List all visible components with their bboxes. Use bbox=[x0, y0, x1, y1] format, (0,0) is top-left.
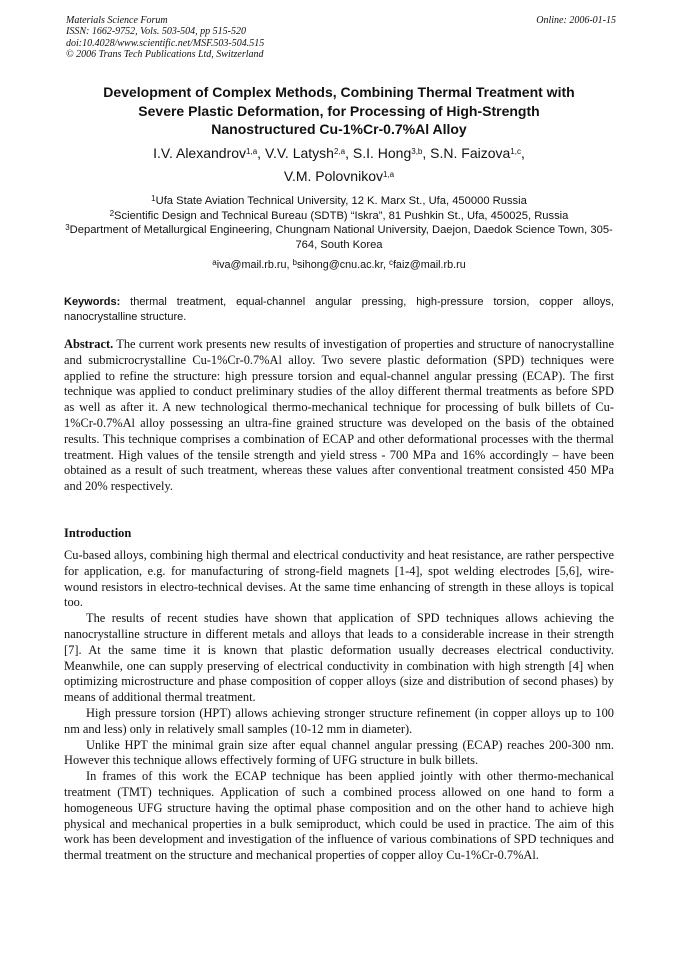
affiliation bbox=[55, 223, 623, 252]
author-affiliation-marker: 2,a bbox=[333, 147, 346, 156]
author-separator: , bbox=[422, 145, 431, 161]
author-name: V.V. Latysh bbox=[264, 145, 334, 161]
paragraph: High pressure torsion (HPT) allows achieving stronger structure refinement (in copper alloys up to 100 nm and less) only in relatively small samples (10-12 mm in diameter). bbox=[64, 705, 614, 736]
email-list bbox=[55, 258, 623, 272]
title-line: Severe Plastic Deformation, for Processing of High-Strength bbox=[138, 102, 540, 119]
author-separator: , bbox=[345, 145, 353, 161]
affiliation bbox=[55, 194, 623, 209]
author-affiliation-marker: 1,c bbox=[510, 147, 521, 156]
paper-title bbox=[40, 83, 638, 139]
abstract-text: The current work presents new results of investigation of properties and structure of nanocrystalline and submicrocrystalline Cu-1%Cr-0.7%Al alloy. Two severe plastic deformation (SPD) techniques were applied to refine the structure: high pressure torsion and equal-channel angular pressing (ECAP). The first technique was applied to conduct preliminary studies of the alloy different thermal treatments as before SPD as well as after it. A new technological thermo-mechanical technique for processing of bulk billets of Cu-1%Cr-0.7%Al alloy possessing an ultra-fine grained structure was developed on the basis of the obtained results. This technique comprises a combination of ECAP and other deformational processes with the thermal treatment. High values of the tensile strength and yield stress - 700 MPa and 16% accordingly – have been obtained as a result of such treatment, whereas these values after conventional treatment consisted 450 MPa and 20% respectively. bbox=[64, 337, 614, 494]
paragraph: Unlike HPT the minimal grain size after equal channel angular pressing (ECAP) reaches 200-300 nm. However this technique allows effectively forming of UFG structure in bulk billets. bbox=[64, 737, 614, 768]
author-name: S.I. Hong bbox=[352, 145, 412, 161]
author-separator: , bbox=[520, 145, 525, 161]
journal-issn: ISSN: 1662-9752, Vols. 503-504, pp 515-520 bbox=[66, 26, 246, 38]
author-affiliation-marker: 1,a bbox=[246, 147, 258, 156]
journal-name: Materials Science Forum bbox=[66, 15, 168, 26]
author-list bbox=[40, 142, 638, 188]
email-marker: b bbox=[292, 258, 297, 267]
author-line bbox=[40, 165, 638, 188]
keywords-label: Keywords: bbox=[64, 296, 121, 308]
journal-copyright: © 2006 Trans Tech Publications Ltd, Switzerland bbox=[66, 48, 264, 60]
affiliation-list bbox=[55, 194, 623, 252]
affiliation-marker: 3 bbox=[65, 223, 70, 233]
author-separator: , bbox=[257, 145, 265, 161]
introduction-body bbox=[64, 548, 614, 864]
author-name: V.M. Polovnikov bbox=[283, 168, 383, 184]
email-marker: c bbox=[388, 258, 393, 267]
paragraph: In frames of this work the ECAP technique has been applied jointly with other thermo-mechanical treatment (TMT) techniques. Application of such a combined process allowed on one hand to form a homogeneous UFG structure having the optimal phase composition and on the other hand to achieve high physical and mechanical properties in a bulk semiproduct, which could be used in practice. The aim of this work has been development and investigation of the influence of various combinations of SPD techniques and thermal treatment on the structure and mechanical properties of copper alloy Cu-1%Cr-0.7%Al. bbox=[64, 769, 614, 863]
author-name: I.V. Alexandrov bbox=[153, 145, 247, 161]
affiliation-text: Department of Metallurgical Engineering, Chungnam National University, Daejon, Daedok Science Town, 305-764, South Korea bbox=[69, 224, 613, 251]
author-affiliation-marker: 3,b bbox=[411, 147, 423, 156]
title-line: Development of Complex Methods, Combining Thermal Treatment with bbox=[103, 84, 575, 100]
affiliation-text: Ufa State Aviation Technical University, 12 K. Marx St., Ufa, 450000 Russia bbox=[155, 195, 527, 207]
author-line bbox=[40, 142, 638, 165]
journal-header bbox=[66, 15, 616, 60]
affiliation-text: Scientific Design and Technical Bureau (SDTB) “Iskra”, 81 Pushkin St., Ufa, 450025, Russia bbox=[114, 209, 569, 222]
abstract bbox=[64, 337, 614, 495]
affiliation-marker: 2 bbox=[109, 208, 115, 218]
journal-doi: doi:10.4028/www.scientific.net/MSF.503-504.515 bbox=[66, 37, 265, 49]
affiliation bbox=[55, 209, 623, 224]
keywords bbox=[64, 295, 614, 325]
email-address: faiz@mail.rb.ru bbox=[392, 259, 466, 271]
email-address: iva@mail.rb.ru, bbox=[216, 259, 293, 271]
email-address: sihong@cnu.ac.kr, bbox=[296, 259, 389, 271]
title-line: Nanostructured Cu-1%Cr-0.7%Al Alloy bbox=[211, 121, 467, 137]
email-marker: a bbox=[212, 258, 217, 267]
paragraph: The results of recent studies have shown that application of SPD techniques allows achieving the nanocrystalline structure in different metals and alloys that leads to a considerable increase in their strength [7]. At the same time it is known that plastic deformation usually decreases electrical conductivity. Meanwhile, one can supply preserving of electrical conductivity in combination with high strength [4] when optimizing microstructure and phase composition of copper alloys (size and distribution of second phases) by means of additional thermal treatment. bbox=[64, 611, 614, 705]
author-affiliation-marker: 1,a bbox=[382, 170, 395, 179]
keywords-text: thermal treatment, equal-channel angular pressing, high-pressure torsion, copper alloys, nanocrystalline structure. bbox=[64, 296, 614, 324]
author-name: S.N. Faizova bbox=[430, 145, 511, 161]
affiliation-marker: 1 bbox=[151, 194, 156, 203]
online-date: Online: 2006-01-15 bbox=[536, 15, 616, 26]
section-heading: Introduction bbox=[64, 526, 132, 540]
paragraph: Cu-based alloys, combining high thermal and electrical conductivity and heat resistance, are rather perspective for application, e.g. for manufacturing of strong-field magnets [1-4], spot welding electrodes [5,6], wire-wound resistors in electro-technical devises. At the same time enhancing of strength in these alloys is topical too. bbox=[64, 548, 614, 610]
abstract-label: Abstract. bbox=[64, 337, 114, 351]
